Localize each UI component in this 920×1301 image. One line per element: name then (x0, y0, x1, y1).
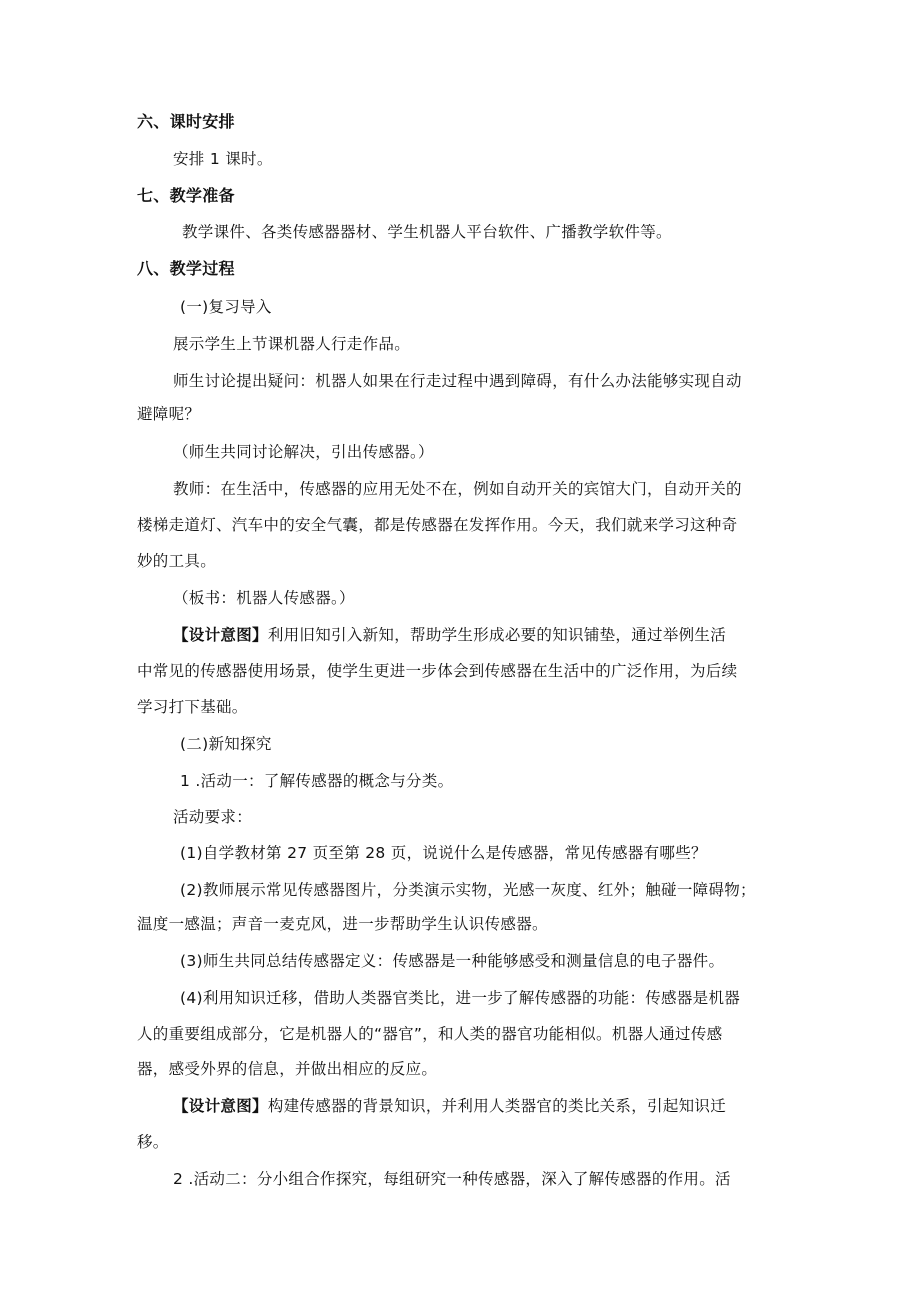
design-intent-tag: 【设计意图】 (173, 626, 268, 644)
paragraph-text: 妙的工具。 (137, 552, 217, 570)
list-item: (4)利用知识迁移，借助人类器官类比，进一步了解传感器的功能：传感器是机器 (180, 989, 741, 1007)
paragraph-text: 温度一感温；声音一麦克风，进一步帮助学生认识传感器。 (137, 915, 548, 933)
paragraph-text: （板书：机器人传感器。） (173, 589, 355, 607)
paragraph-text: 避障呢？ (137, 405, 201, 423)
paragraph-text: 展示学生上节课机器人行走作品。 (173, 335, 411, 353)
paragraph-text: （师生共同讨论解决，引出传感器。） (173, 443, 434, 461)
paragraph-text: 人的重要组成部分，它是机器人的“器官”，和人类的器官功能相似。机器人通过传感 (137, 1025, 723, 1043)
paragraph-text: 中常见的传感器使用场景，使学生更进一步体会到传感器在生活中的广泛作用，为后续 (137, 662, 738, 680)
section-6-heading: 六、课时安排 (137, 112, 235, 131)
paragraph-text: 师生讨论提出疑问：机器人如果在行走过程中遇到障碍，有什么办法能够实现自动 (173, 372, 742, 390)
list-item: (3)师生共同总结传感器定义：传感器是一种能够感受和测量信息的电子器件。 (180, 952, 725, 970)
paragraph-text: 构建传感器的背景知识，并利用人类器官的类比关系，引起知识迁 (267, 1097, 727, 1115)
design-intent-paragraph (173, 624, 726, 646)
list-item: (2)教师展示常见传感器图片，分类演示实物，光感一灰度、红外；触碰一障碍物； (180, 881, 756, 899)
section-8-heading: 八、教学过程 (137, 259, 235, 278)
activity-1-heading: 1 .活动一：了解传感器的概念与分类。 (180, 772, 454, 790)
activity-2-heading: 2 .活动二：分小组合作探究，每组研究一种传感器，深入了解传感器的作用。活 (173, 1170, 731, 1188)
paragraph-text: 教师：在生活中，传感器的应用无处不在，例如自动开关的宾馆大门，自动开关的 (173, 480, 742, 498)
section-6-text: 安排 1 课时。 (173, 150, 273, 168)
design-intent-paragraph (173, 1095, 726, 1117)
paragraph-text: 器，感受外界的信息，并做出相应的反应。 (137, 1060, 438, 1078)
design-intent-tag: 【设计意图】 (173, 1097, 268, 1115)
paragraph-text: 学习打下基础。 (137, 698, 248, 716)
paragraph-text: 活动要求： (173, 808, 253, 826)
subsection-explore-heading: (二)新知探究 (180, 735, 272, 753)
section-7-heading: 七、教学准备 (137, 186, 235, 205)
list-item: (1)自学教材第 27 页至第 28 页，说说什么是传感器，常见传感器有哪些？ (180, 844, 707, 862)
paragraph-text: 楼梯走道灯、汽车中的安全气囊，都是传感器在发挥作用。今天，我们就来学习这种奇 (137, 516, 738, 534)
paragraph-text: 利用旧知引入新知，帮助学生形成必要的知识铺垫，通过举例生活 (267, 626, 727, 644)
subsection-review-heading: (一)复习导入 (180, 298, 272, 316)
paragraph-text: 移。 (137, 1133, 169, 1151)
section-7-text: 教学课件、各类传感器器材、学生机器人平台软件、广播教学软件等。 (182, 223, 672, 241)
